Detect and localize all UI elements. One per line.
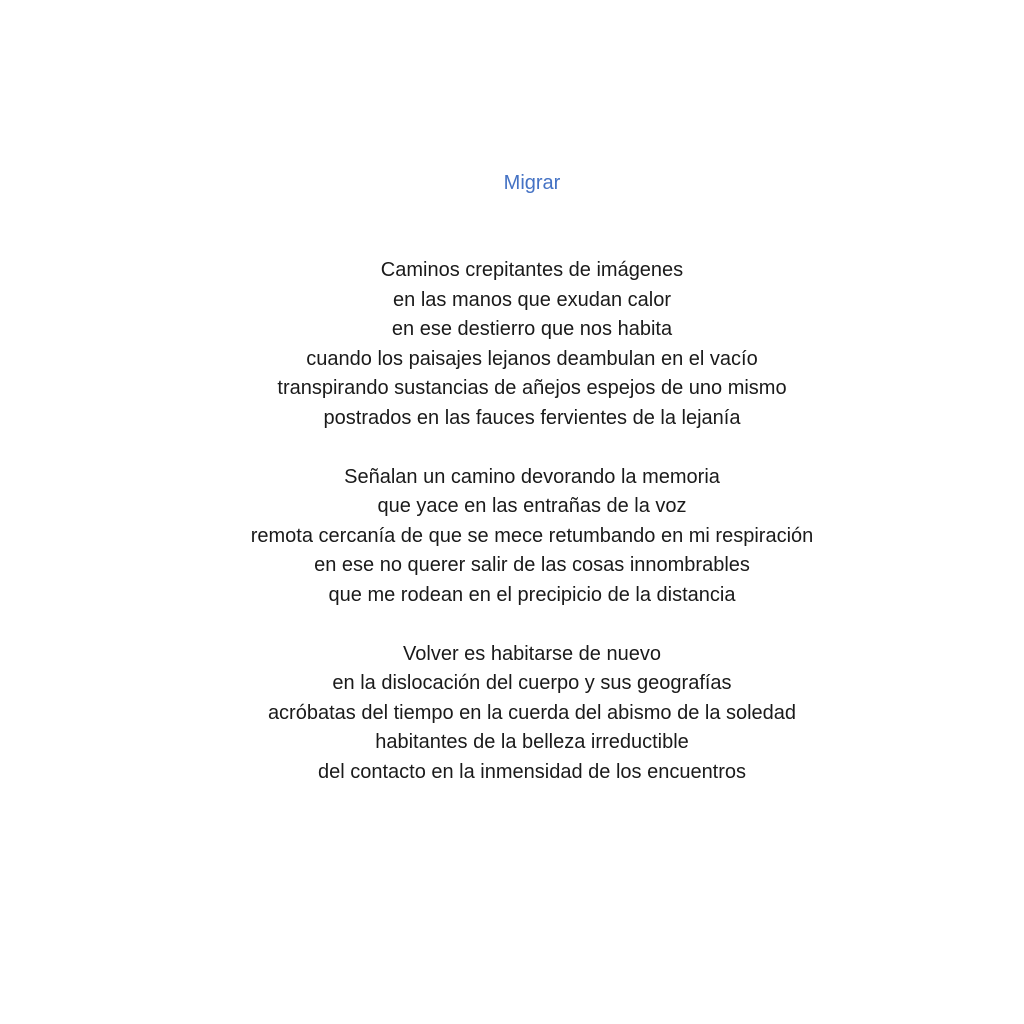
stanza-3 — [0, 640, 1024, 788]
poem-line: que yace en las entrañas de la voz — [377, 495, 687, 517]
poem-line: postrados en las fauces fervientes de la lejanía — [323, 406, 741, 429]
poem-title: Migrar — [503, 172, 561, 194]
poem-line: que me rodean en el precipicio de la distancia — [328, 583, 736, 606]
stanza-1 — [0, 256, 1024, 433]
poem-line: Volver es habitarse de nuevo — [403, 642, 661, 665]
poem-line: remota cercanía de que se mece retumbando en mi respiración — [250, 524, 814, 547]
poem-body — [0, 256, 1024, 817]
poem-line: en ese no querer salir de las cosas innombrables — [314, 554, 750, 576]
poem-line: en ese destierro que nos habita — [391, 318, 673, 340]
poem-line: Caminos crepitantes de imágenes — [380, 259, 684, 281]
poem-line: acróbatas del tiempo en la cuerda del abismo de la soledad — [267, 701, 797, 724]
poem-line: en la dislocación del cuerpo y sus geografías — [332, 672, 732, 694]
stanza-2 — [0, 463, 1024, 611]
poem-line: en las manos que exudan calor — [393, 288, 671, 311]
poem-line: habitantes de la belleza irreductible — [375, 731, 689, 753]
poem-line: Señalan un camino devorando la memoria — [344, 465, 720, 488]
poem-line: del contacto en la inmensidad de los encuentros — [317, 760, 747, 783]
poem-line: transpirando sustancias de añejos espejos de uno mismo — [277, 377, 787, 399]
poem-line: cuando los paisajes lejanos deambulan en el vacío — [306, 347, 758, 370]
